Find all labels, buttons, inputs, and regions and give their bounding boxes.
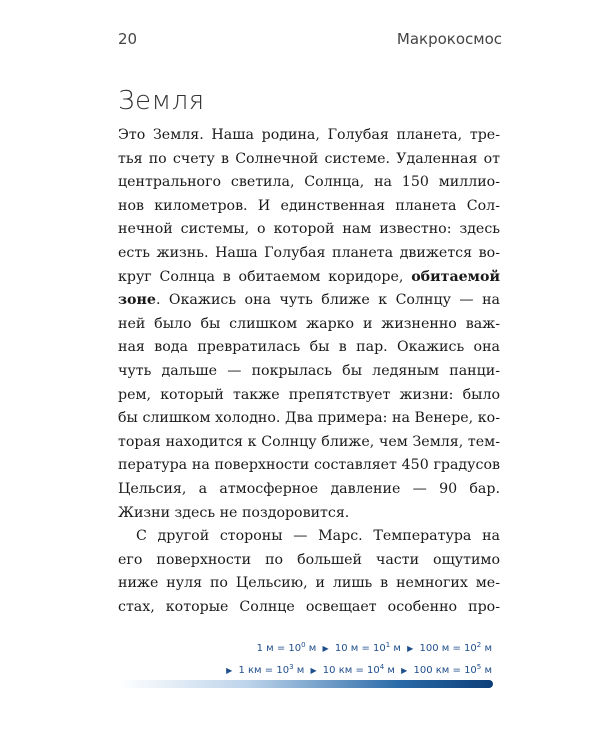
text-line: нов километров. И единственная планета Сол- <box>118 197 500 214</box>
text-fragment: . Окажись она чуть ближе к Солнцу — на <box>155 292 500 309</box>
scale-item: 10 $м = 10^1$ м <box>334 641 401 654</box>
text-line: чуть дальше — покрылась бы ледяным панци- <box>118 362 500 379</box>
scale-item: 1 $м = 10^0$ м <box>256 641 317 654</box>
text-line: торая находится к Солнцу ближе, чем Земля, тем- <box>118 433 500 450</box>
running-head: Макрокосмос <box>396 30 502 48</box>
arrow-right-icon: ▶ <box>226 666 233 675</box>
text-line: ниже нуля по Цельсию, и лишь в немногих ме- <box>118 575 500 592</box>
scale-legend <box>223 636 492 680</box>
scale-item: 1 км = $10^3$ м <box>238 663 305 676</box>
text-line: стах, которые Солнце освещает особенно про- <box>118 598 500 615</box>
section-title: Земля <box>118 86 205 116</box>
text-line: бы слишком холодно. Два примера: на Венере, ко- <box>118 410 500 427</box>
text-line-with-bold <box>118 266 500 290</box>
scale-item: 10 км = $10^4$ м <box>322 663 395 676</box>
text-line: Жизни здесь не поздоровится. <box>118 504 350 521</box>
scale-item: 100 $м = 10^2$ м <box>419 641 492 654</box>
text-line: ная вода превратилась бы в пар. Окажись она <box>118 339 500 356</box>
text-line: его поверхности по большей части ощутимо <box>118 551 500 568</box>
text-line-with-bold <box>118 289 500 313</box>
text-line: рем, который также препятствует жизни: было <box>118 386 500 403</box>
text-line: центрального светила, Солнца, на 150 миллио- <box>118 174 500 191</box>
text-fragment: круг Солнца в обитаемом коридоре, <box>118 268 404 285</box>
scale-item: 100 км = $10^5$ м <box>413 663 492 676</box>
arrow-right-icon: ▶ <box>407 644 414 653</box>
arrow-right-icon: ▶ <box>310 666 317 675</box>
scale-row-1 <box>223 636 492 658</box>
text-line: Это Земля. Наша родина, Голубая планета, тре- <box>118 127 500 143</box>
text-line: тья по счету в Солнечной системе. Удаленная от <box>118 150 500 167</box>
page-number: 20 <box>118 30 138 48</box>
body-text <box>118 124 500 619</box>
text-line: ней было бы слишком жарко и жизненно важ- <box>118 315 500 332</box>
bold-term: обитаемой <box>411 268 500 285</box>
text-line: пература на поверхности составляет 450 градусов <box>118 457 500 474</box>
arrow-right-icon: ▶ <box>401 666 408 675</box>
text-line: С другой стороны — Марс. Температура на <box>136 528 500 545</box>
arrow-right-icon: ▶ <box>322 644 329 653</box>
scale-gradient-bar <box>118 680 493 688</box>
text-line: есть жизнь. Наша Голубая планета движется во- <box>118 244 500 261</box>
text-line: нечной системы, о которой нам известно: здесь <box>118 221 500 238</box>
bold-term-end: зоне <box>118 292 156 309</box>
text-line: Цельсия, а атмосферное давление — 90 бар. <box>118 480 500 497</box>
scale-row-2 <box>223 658 492 680</box>
